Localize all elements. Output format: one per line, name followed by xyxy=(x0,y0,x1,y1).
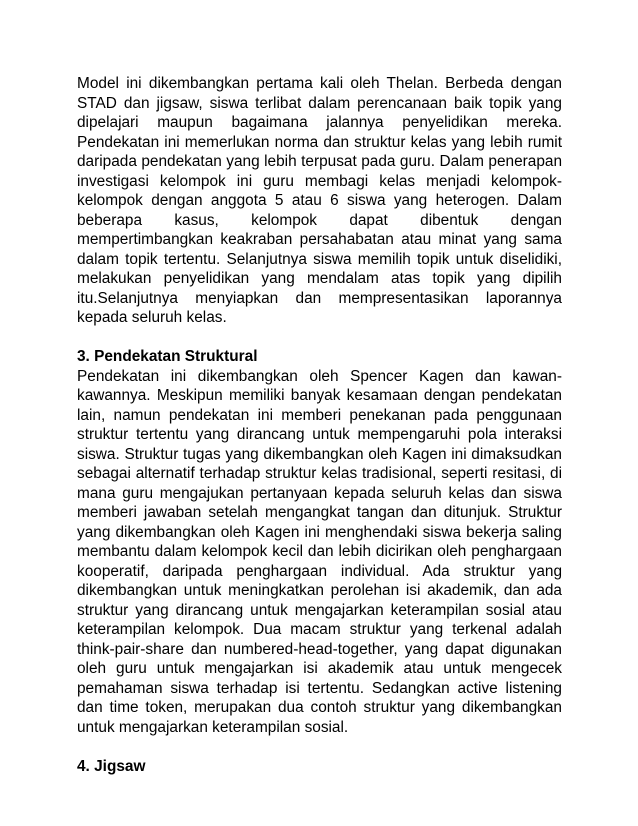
paragraph-group-investigation: Model ini dikembangkan pertama kali oleh Thelan. Berbeda dengan STAD dan jigsaw, siswa terlibat dalam perencanaan baik topik yang dipelajari maupun bagaimana jalannya penyelidikan mereka. Pendekatan ini memerlukan norma dan struktur kelas yang lebih rumit daripada pendekatan yang lebih terpusat pada guru. Dalam penerapan investigasi kelompok ini guru membagi kelas menjadi kelompok-kelompok dengan anggota 5 atau 6 siswa yang heterogen. Dalam beberapa kasus, kelompok dapat dibentuk dengan mempertimbangkan keakraban persahabatan atau minat yang sama dalam topik tertentu. Selanjutnya siswa memilih topik untuk diselidiki, melakukan penyelidikan yang mendalam atas topik yang dipilih itu.Selanjutnya menyiapkan dan mempresentasikan laporannya kepada seluruh kelas. xyxy=(77,75,562,326)
paragraph-spacer xyxy=(77,328,562,348)
paragraph-spacer xyxy=(77,737,562,757)
document-body xyxy=(77,74,562,776)
paragraph-structural-approach: Pendekatan ini dikembangkan oleh Spencer Kagen dan kawan-kawannya. Meskipun memiliki banyak kesamaan dengan pendekatan lain, namun pendekatan ini memberi penekanan pada penggunaan struktur tertentu yang dirancang untuk mempengaruhi pola interaksi siswa. Struktur tugas yang dikembangkan oleh Kagen ini dimaksudkan sebagai alternatif terhadap struktur kelas tradisional, seperti resitasi, di mana guru mengajukan pertanyaan kepada seluruh kelas dan siswa memberi jawaban setelah mengangkat tangan dan ditunjuk. Struktur yang dikembangkan oleh Kagen ini menghendaki siswa bekerja saling membantu dalam kelompok kecil dan lebih dicirikan oleh penghargaan kooperatif, daripada penghargaan individual. Ada struktur yang dikembangkan untuk meningkatkan perolehan isi akademik, dan ada struktur yang dirancang untuk mengajarkan keterampilan sosial atau keterampilan kelompok. Dua macam struktur yang terkenal adalah think-pair-share dan numbered-head-together, yang dapat digunakan oleh guru untuk mengajarkan isi akademik atau untuk mengecek pemahaman siswa terhadap isi tertentu. Sedangkan active listening dan time token, merupakan dua contoh struktur yang dikembangkan untuk mengajarkan keterampilan sosial. xyxy=(77,367,562,736)
section-heading-structural: 3. Pendekatan Struktural xyxy=(77,348,258,365)
section-heading-jigsaw: 4. Jigsaw xyxy=(77,757,146,775)
